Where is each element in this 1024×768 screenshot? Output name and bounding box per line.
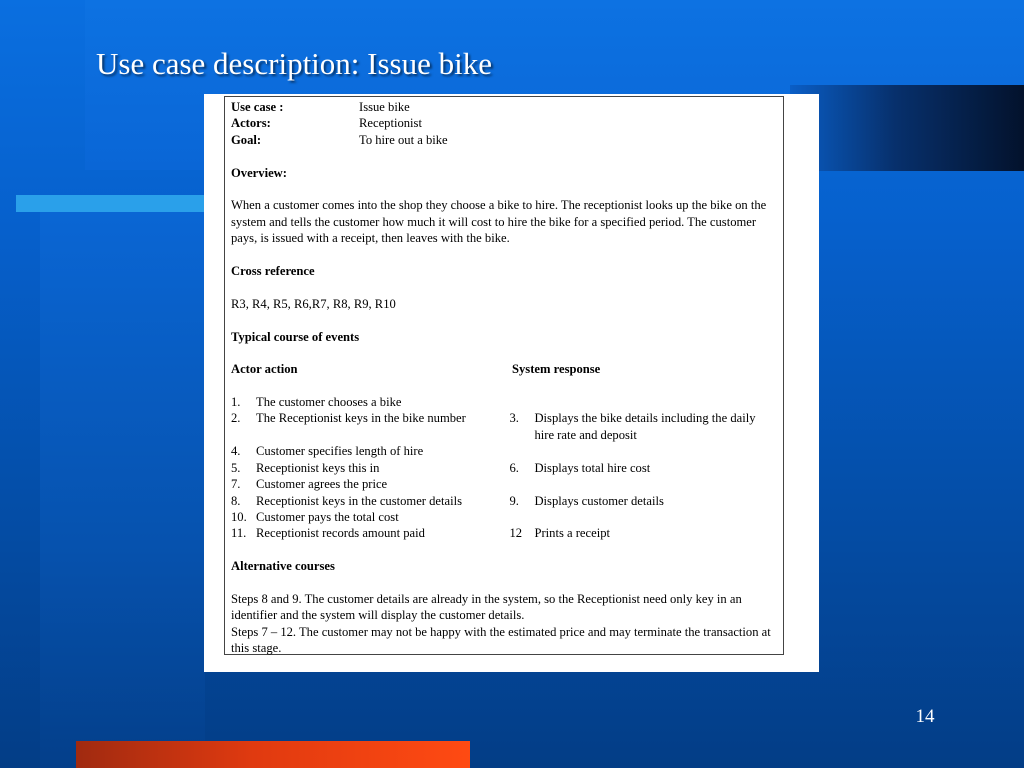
actor-step-text: The Receptionist keys in the bike number: [256, 411, 466, 426]
event-row: [231, 476, 777, 492]
system-step-text: [534, 509, 777, 525]
system-step-text: [534, 476, 777, 492]
actor-step-number: 2.: [231, 411, 241, 426]
background-left-strip: [40, 212, 205, 768]
actor-action-header: Actor action: [231, 362, 298, 377]
field-label: Use case :: [231, 100, 284, 114]
event-row: [231, 525, 777, 541]
background-orange-bar: [76, 741, 470, 768]
system-step-number: [509, 443, 534, 459]
event-row: [231, 410, 777, 443]
system-step-number: [509, 509, 534, 525]
system-step-text: [534, 394, 777, 410]
actor-step-text: The customer chooses a bike: [256, 395, 402, 410]
overview-heading: Overview:: [231, 165, 287, 180]
system-step-text: Displays the bike details including the daily hire rate and deposit: [534, 411, 756, 442]
system-step-number: 9.: [509, 493, 519, 508]
background-dark-block: [790, 85, 1024, 171]
field-label: Actors:: [231, 116, 271, 131]
system-step-number: 12: [509, 526, 523, 541]
document-panel: [204, 94, 819, 672]
event-row: [231, 460, 777, 476]
cross-reference-text: R3, R4, R5, R6,R7, R8, R9, R10: [231, 296, 396, 311]
event-row: [231, 394, 777, 410]
actor-step-number: 7.: [231, 477, 241, 492]
field-label: Goal:: [231, 132, 262, 147]
field-row-use-case: [231, 99, 777, 115]
overview-text: When a customer comes into the shop they choose a bike to hire. The receptionist looks up the bike on the system and tells the customer how much it will cost to hire the bike for a specified period. The customer pays, is issued with a receipt, then leaves with the bike.: [231, 198, 767, 246]
field-value: To hire out a bike: [359, 132, 448, 147]
alternative-course-text: Steps 7 – 12. The customer may not be happy with the estimated price and may terminate the transaction at this stage.: [231, 624, 771, 656]
slide-title: Use case description: Issue bike: [96, 46, 492, 81]
cross-reference-heading: Cross reference: [231, 263, 315, 278]
field-value: Receptionist: [359, 116, 422, 131]
actor-step-text: Customer pays the total cost: [256, 509, 399, 524]
typical-course-heading: Typical course of events: [231, 329, 360, 344]
use-case-table: [224, 96, 784, 655]
actor-step-number: 8.: [231, 493, 241, 508]
actor-step-number: 11.: [231, 526, 247, 541]
system-step-text: Displays customer details: [534, 493, 664, 508]
system-step-number: [509, 394, 534, 410]
actor-step-text: Receptionist keys in the customer details: [256, 493, 463, 508]
actor-step-text: Customer specifies length of hire: [256, 444, 424, 459]
actor-step-text: Receptionist keys this in: [256, 460, 380, 475]
actor-step-number: 10.: [231, 509, 247, 524]
alternative-courses-heading: Alternative courses: [231, 559, 335, 574]
field-value: Issue bike: [359, 100, 410, 114]
actor-step-text: Customer agrees the price: [256, 477, 388, 492]
page-number: 14: [915, 706, 935, 727]
actor-step-number: 5.: [231, 460, 241, 475]
actor-step-number: 4.: [231, 444, 241, 459]
actor-step-text: Receptionist records amount paid: [256, 526, 425, 541]
background-cyan-bar: [16, 195, 216, 212]
field-row-actors: [231, 115, 777, 131]
system-step-number: 6.: [509, 460, 519, 475]
actor-step-number: 1.: [231, 395, 241, 410]
system-step-number: [509, 476, 534, 492]
system-step-number: 3.: [509, 411, 519, 426]
field-row-goal: [231, 132, 777, 148]
system-step-text: [534, 443, 777, 459]
event-row: [231, 493, 777, 509]
event-row: [231, 443, 777, 459]
event-row: [231, 509, 777, 525]
alternative-course-text: Steps 8 and 9. The customer details are already in the system, so the Receptionist need only key in an identifier and the system will display the customer details.: [231, 591, 742, 623]
system-response-header: System response: [512, 362, 601, 377]
system-step-text: Prints a receipt: [534, 526, 610, 541]
system-step-text: Displays total hire cost: [534, 460, 651, 475]
events-list: [231, 394, 777, 542]
events-header-row: [231, 361, 777, 377]
